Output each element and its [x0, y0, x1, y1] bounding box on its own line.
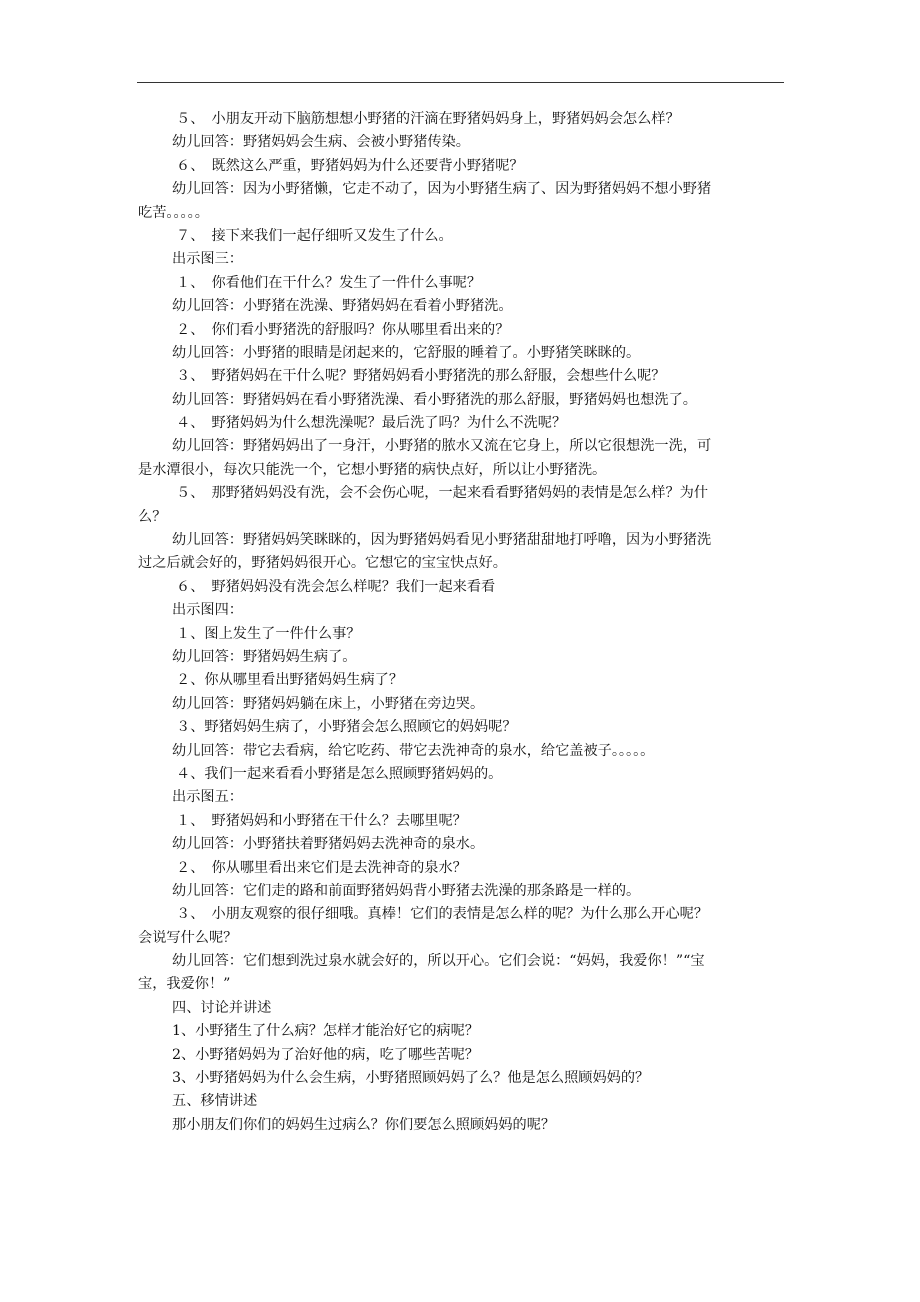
text-line: 幼儿回答：因为小野猪懒，它走不动了，因为小野猪生病了、因为野猪妈妈不想小野猪 [172, 181, 712, 198]
text-line: 么？ [138, 508, 167, 525]
text-line: 幼儿回答：小野猪的眼睛是闭起来的，它舒服的睡着了。小野猪笑眯眯的。 [172, 344, 641, 361]
text-line: 幼儿回答：小野猪在洗澡、野猪妈妈在看着小野猪洗。 [172, 298, 513, 315]
text-line: ５、 那野猪妈妈没有洗，会不会伤心呢，一起来看看野猪妈妈的表情是怎么样？为什 [176, 485, 709, 502]
text-line: １、 你看他们在干什么？发生了一件什么事呢？ [176, 274, 482, 291]
text-line: 幼儿回答：野猪妈妈会生病、会被小野猪传染。 [172, 134, 470, 151]
text-line: 幼儿回答：野猪妈妈躺在床上，小野猪在旁边哭。 [172, 695, 485, 712]
text-line: 3、小野猪妈妈为什么会生病，小野猪照顾妈妈了么？他是怎么照顾妈妈的？ [172, 1070, 650, 1087]
text-line: 会说写什么呢？ [138, 929, 238, 946]
text-line: 是水潭很小，每次只能洗一个，它想小野猪的病快点好，所以让小野猪洗。 [138, 461, 607, 478]
text-line: ７、 接下来我们一起仔细听又发生了什么。 [176, 227, 453, 244]
text-line: ２、你从哪里看出野猪妈妈生病了？ [176, 672, 404, 689]
text-line: 出示图四： [172, 602, 243, 619]
text-line: 过之后就会好的，野猪妈妈很开心。它想它的宝宝快点好。 [138, 555, 507, 572]
text-line: ２、 你们看小野猪洗的舒服吗？你从哪里看出来的？ [176, 321, 510, 338]
text-line: 幼儿回答：野猪妈妈出了一身汗，小野猪的脓水又流在它身上，所以它很想洗一洗，可 [172, 438, 712, 455]
text-line: 幼儿回答：野猪妈妈在看小野猪洗澡、看小野猪洗的那么舒服，野猪妈妈也想洗了。 [172, 391, 697, 408]
text-line: 幼儿回答：野猪妈妈生病了。 [172, 648, 357, 665]
text-line: ４、 野猪妈妈为什么想洗澡呢？最后洗了吗？为什么不洗呢？ [176, 415, 567, 432]
text-line: 幼儿回答：小野猪扶着野猪妈妈去洗神奇的泉水。 [172, 836, 485, 853]
text-line: １、图上发生了一件什么事？ [176, 625, 361, 642]
text-line: 幼儿回答：野猪妈妈笑眯眯的，因为野猪妈妈看见小野猪甜甜地打呼噜，因为小野猪洗 [172, 532, 712, 549]
text-line: 宝，我爱你！” [138, 976, 231, 993]
text-line: ５、 小朋友开动下脑筋想想小野猪的汗滴在野猪妈妈身上，野猪妈妈会怎么样？ [176, 111, 680, 127]
text-line: 吃苦。。。。。 [138, 204, 209, 221]
text-line: ６、 野猪妈妈没有洗会怎么样呢？我们一起来看看 [176, 578, 496, 595]
text-line: 幼儿回答：它们走的路和前面野猪妈妈背小野猪去洗澡的那条路是一样的。 [172, 882, 641, 899]
header-rule [137, 82, 784, 83]
text-line: 1、小野猪生了什么病？怎样才能治好它的病呢？ [172, 1023, 479, 1040]
text-line: 那小朋友们你们的妈妈生过病么？你们要怎么照顾妈妈的呢？ [172, 1116, 556, 1133]
text-line: 2、小野猪妈妈为了治好他的病，吃了哪些苦呢？ [172, 1046, 479, 1063]
text-line: ６、 既然这么严重，野猪妈妈为什么还要背小野猪呢？ [176, 157, 524, 174]
text-line: ３、野猪妈妈生病了，小野猪会怎么照顾它的妈妈呢？ [176, 719, 517, 736]
text-line: 出示图三： [172, 251, 243, 268]
text-line: 幼儿回答：带它去看病，给它吃药、带它去洗神奇的泉水，给它盖被子。。。。。 [172, 742, 655, 759]
text-line: 四、讨论并讲述 [172, 999, 272, 1016]
document-body [138, 108, 786, 1137]
text-line: ４、我们一起来看看小野猪是怎么照顾野猪妈妈的。 [176, 765, 503, 782]
text-line: ３、 小朋友观察的很仔细哦。真棒！它们的表情是怎么样的呢？为什么那么开心呢？ [176, 906, 709, 923]
text-line: ３、 野猪妈妈在干什么呢？野猪妈妈看小野猪洗的那么舒服，会想些什么呢？ [176, 368, 666, 385]
text-line: 出示图五： [172, 789, 243, 806]
text-line: １、 野猪妈妈和小野猪在干什么？去哪里呢？ [176, 812, 467, 829]
text-line: 五、移情讲述 [172, 1093, 258, 1110]
text-line: 幼儿回答：它们想到洗过泉水就会好的，所以开心。它们会说：“妈妈，我爱你！”“宝 [172, 953, 705, 970]
text-line: ２、 你从哪里看出来它们是去洗神奇的泉水？ [176, 859, 467, 876]
